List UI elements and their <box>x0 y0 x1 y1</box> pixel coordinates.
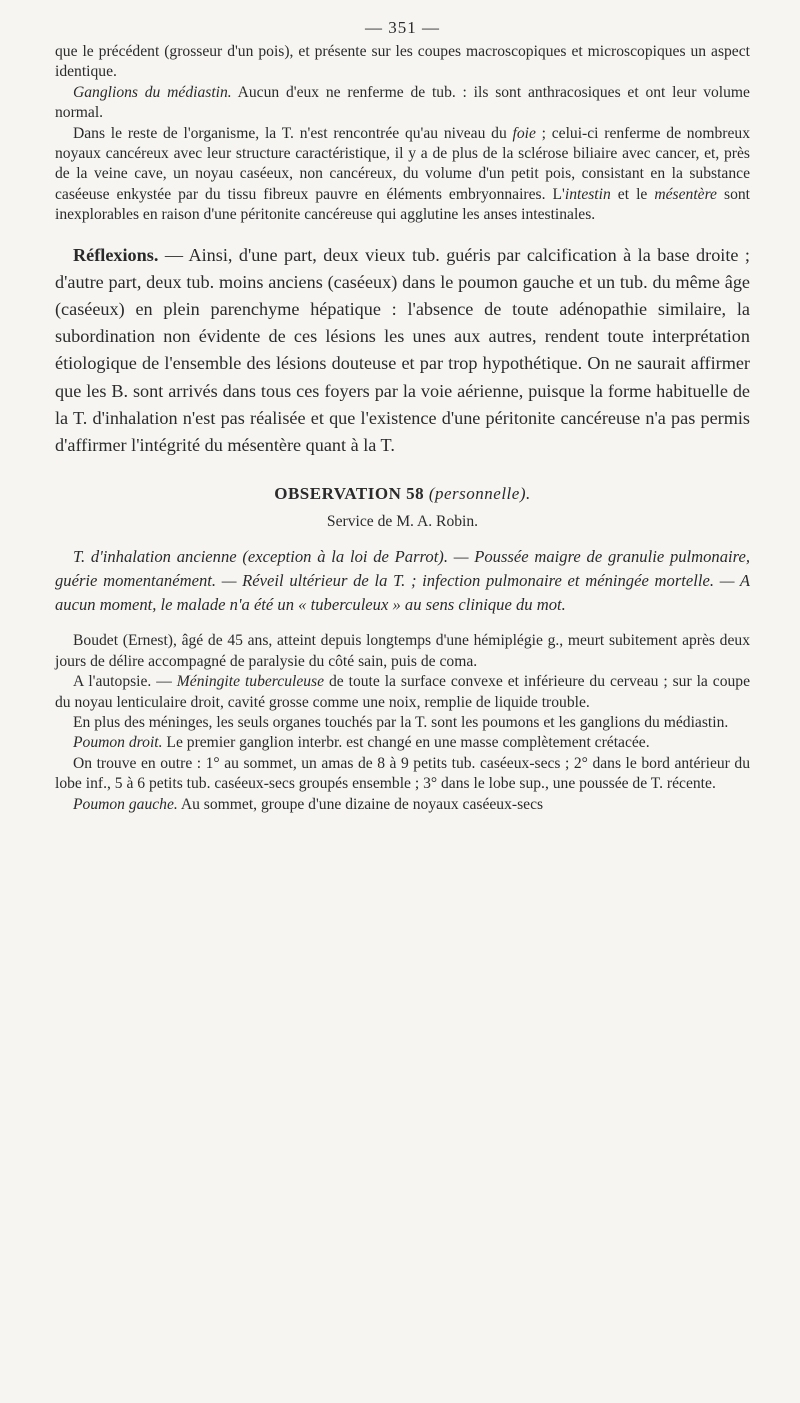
case-intro: Boudet (Ernest), âgé de 45 ans, atteint depuis longtemps d'une hémiplégie g., meurt subitement après deux jours de délire accompagné de paralysie du côté sain, puis de coma. <box>55 632 750 670</box>
observation-summary: T. d'inhalation ancienne (exception à la loi de Parrot). — Poussée maigre de granulie pulmonaire, guérie momentanément. — Réveil ultérieur de la T. ; infection pulmonaire et méningée mortelle. — A aucun moment, le malade n'a été un « tuberculeux » au sens clinique du mot. <box>55 547 750 615</box>
ganglions-label: Ganglions du médiastin. <box>73 83 232 101</box>
intestin-term: intestin <box>564 185 611 203</box>
case-poumon-droit <box>55 733 750 753</box>
organisme-text-4: sont inexplorables en raison d'une péritonite cancéreuse qui agglutine les anses intestinales. <box>55 185 750 224</box>
autopsy-label: A l'autopsie. <box>73 673 152 691</box>
autopsy-diagnosis: Méningite tuberculeuse <box>176 673 325 691</box>
poumon-gauche-text: Au sommet, groupe d'une dizaine de noyaux caséeux-secs <box>177 795 544 813</box>
case-on-trouve: On trouve en outre : 1° au sommet, un amas de 8 à 9 petits tub. caséeux-secs ; 2° dans le bord antérieur du lobe inf., 5 à 6 petits tub. caséeux-secs groupés ensemble ; 3° dans le lobe sup., une poussée de T. récente. <box>55 754 750 793</box>
foie-term: foie <box>512 124 536 142</box>
poumon-droit-text: Le premier ganglion interbr. est changé en une masse complètement crétacée. <box>162 734 650 752</box>
page-number: — 351 — <box>365 18 440 37</box>
case-poumon-gauche <box>55 795 750 815</box>
poumon-gauche-label: Poumon gauche. <box>73 795 178 813</box>
observation-title-text: OBSERVATION 58 <box>274 484 429 504</box>
observation-service: Service de M. A. Robin. <box>326 513 479 531</box>
autopsy-dash: — <box>151 673 177 691</box>
case-organs: En plus des méninges, les seuls organes touchés par la T. sont les poumons et les ganglions du médiastin. <box>73 713 729 731</box>
paragraph-reflexions <box>55 242 750 460</box>
paragraph-organisme <box>55 124 750 226</box>
autopsy-text: de toute la surface convexe et inférieure du cerveau ; sur la coupe du noyau lenticulaire droit, cavité grosse comme une noix, remplie de liquide trouble. <box>55 673 751 711</box>
organisme-text-1: Dans le reste de l'organisme, la T. n'est rencontrée qu'au niveau du <box>73 124 513 142</box>
organisme-text-2: ; celui-ci renferme de nombreux noyaux cancéreux avec leur structure caractéristique, il y a de plus de la sclérose biliaire avec cancer, et, près de la veine cave, un noyau caséeux, non cancéreux, du volume d'un petit pois, consistant en la substance caséeuse enkystée par du tissu fibreux pauvre en éléments embryonnaires. L' <box>55 124 750 203</box>
paragraph-continuation: que le précédent (grosseur d'un pois), et présente sur les coupes macroscopiques et microscopiques un aspect identique. <box>55 43 750 81</box>
observation-title <box>55 484 750 504</box>
paragraph-ganglions <box>55 83 750 124</box>
poumon-droit-label: Poumon droit. <box>73 734 163 752</box>
mesentere-term: mésentère <box>654 185 717 203</box>
reflexions-text: — Ainsi, d'une part, deux vieux tub. guéris par calcification à la base droite ; d'autre part, deux tub. moins anciens (caséeux) dans le poumon gauche et un tub. du même âge (caséeux) en plein parenchyme hépatique : l'absence de toute adénopathie similaire, la subordination non évidente de ces lésions les unes aux autres, rendent toute interprétation étiologique de l'ensemble des lésions douteuse et par trop hypothétique. On ne saurait affirmer que les B. sont arrivés dans tous ces foyers par la voie aérienne, puisque la forme habituelle de la T. d'inhalation n'est pas réalisée et que l'existence d'une péritonite cancéreuse n'a pas permis d'affirmer l'intégrité du mésentère quant à la T. <box>55 244 750 456</box>
ganglions-text: Aucun d'eux ne renferme de tub. : ils sont anthracosiques et ont leur volume normal. <box>55 83 750 122</box>
organisme-text-3: et le <box>610 185 655 203</box>
reflexions-heading: Réflexions. <box>73 244 159 265</box>
case-autopsy <box>55 672 750 713</box>
observation-note: (personnelle). <box>428 484 531 504</box>
